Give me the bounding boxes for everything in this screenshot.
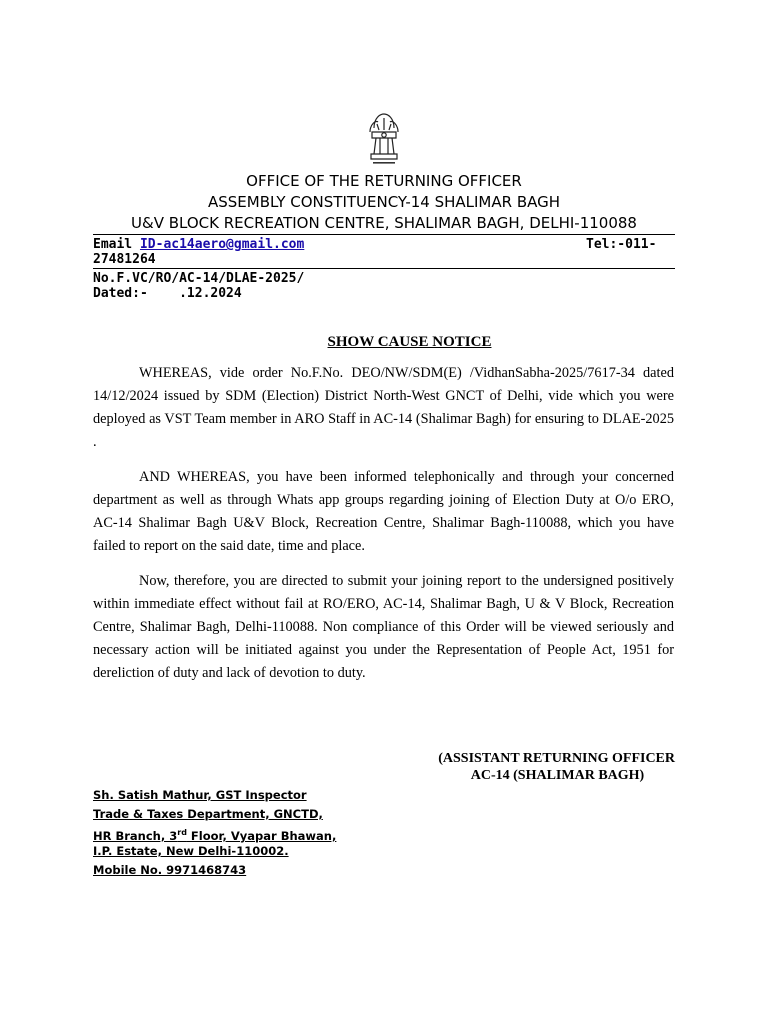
constituency-title: ASSEMBLY CONSTITUENCY-14 SHALIMAR BAGH: [207, 193, 561, 211]
notice-paragraph-1: WHEREAS, vide order No.F.No. DEO/NW/SDM(E) /VidhanSabha-2025/7617-34 dated 14/12/2024 issued by SDM (Election) District North-West GNCT of Delhi, vide which you were deployed as VST Team member in ARO Staff in AC-14 (Shalimar Bagh) for ensuring to DLAE-2025 .: [93, 365, 674, 450]
notice-paragraph-3: Now, therefore, you are directed to submit your joining report to the undersigned positively within immediate effect without fail at RO/ERO, AC-14, Shalimar Bagh, U & V Block, Recreation Centre, Shalimar Bagh, Delhi-110088. Non compliance of this Order will be viewed seriously and necessary action will be initiated against you under the Representation of People Act, 1951 for dereliction of duty and lack of devotion to duty.: [93, 573, 674, 681]
notice-title: SHOW CAUSE NOTICE: [327, 334, 492, 350]
telephone-label: Tel:-011-: [586, 237, 657, 252]
telephone-number: 27481264: [93, 252, 156, 267]
reference-number: No.F.VC/RO/AC-14/DLAE-2025/: [93, 271, 305, 286]
office-title: OFFICE OF THE RETURNING OFFICER: [246, 172, 522, 190]
email-label: Email: [93, 237, 140, 252]
email-line: [93, 237, 304, 252]
office-address: U&V BLOCK RECREATION CENTRE, SHALIMAR BAGH, DELHI-110088: [131, 214, 637, 232]
state-emblem-icon: [364, 110, 404, 168]
addressee-branch-pre: HR Branch, 3: [93, 828, 178, 843]
signatory-title: (ASSISTANT RETURNING OFFICER: [438, 751, 675, 766]
addressee-branch-post: Floor, Vyapar Bhawan,: [186, 828, 337, 843]
header-divider-bottom: [93, 268, 675, 269]
addressee-department: Trade & Taxes Department, GNCTD,: [93, 807, 323, 821]
signatory-constituency: AC-14 (SHALIMAR BAGH): [470, 768, 645, 783]
email-link[interactable]: ID-ac14aero@gmail.com: [139, 237, 305, 252]
reference-date: Dated:- .12.2024: [93, 286, 242, 301]
addressee-branch-sup: rd: [177, 828, 187, 837]
addressee-name: Sh. Satish Mathur, GST Inspector: [93, 788, 307, 802]
addressee-estate: I.P. Estate, New Delhi-110002.: [93, 844, 289, 858]
notice-paragraph-2: AND WHEREAS, you have been informed telephonically and through your concerned department as well as through Whats app groups regarding joining of Election Duty at O/o ERO, AC-14 Shalimar Bagh U&V Block, Recreation Centre, Shalimar Bagh-110088, which you have failed to report on the said date, time and place.: [93, 469, 674, 554]
header-divider-top: [93, 234, 675, 235]
addressee-mobile: Mobile No. 9971468743: [93, 863, 247, 877]
